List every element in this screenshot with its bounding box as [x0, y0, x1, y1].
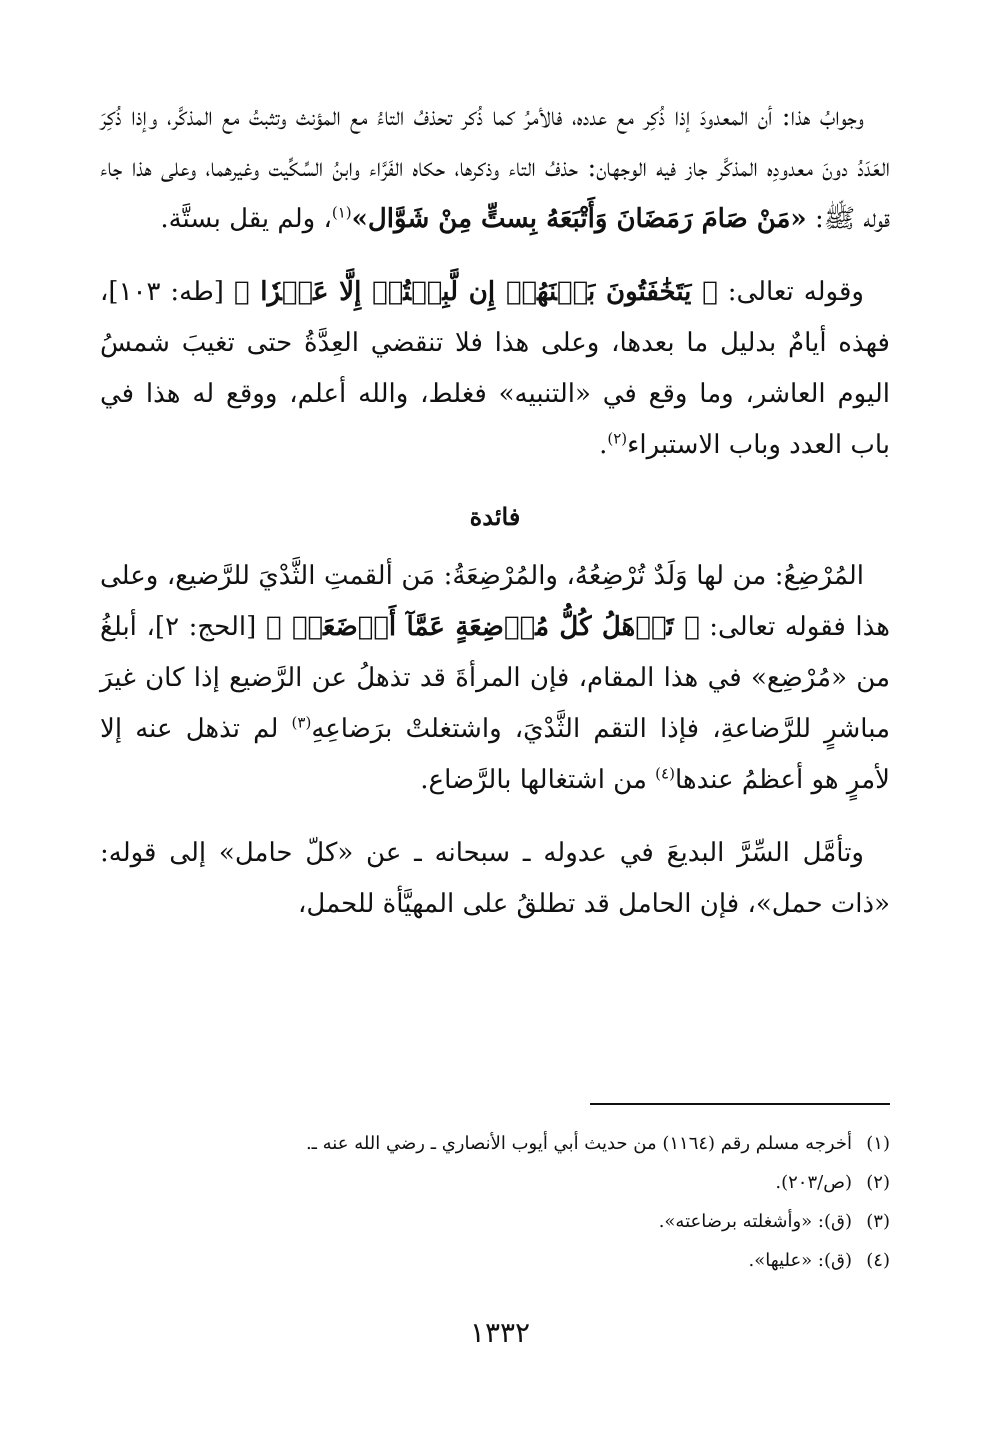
paragraph-text: من اشتغالها بالرَّضاع.	[420, 765, 656, 795]
paragraph-text: وقوله تعالى:	[717, 277, 864, 307]
paragraph-text: ، فهذه أيامٌ بدليل ما بعدها، وعلى هذا فلا تنقضي العِدَّةُ حتى تغيبَ شمسُ اليوم العاشر، وما وقع في «التنبيه» فغلط، والله أعلم، ووقع له هذا في باب العدد وباب الاستبراء	[100, 277, 890, 460]
page-body	[100, 92, 890, 930]
paragraph-answer	[100, 92, 890, 245]
paragraph-text: وجوابُ هذا: أن المعدودَ إذا ذُكِر مع عدده، فالأمرُ كما ذُكر تحذفُ التاءُ مع المؤنث وتثبتُ مع المذكَّر، وإذا ذُكِرَ العَدَدُ دونَ معدودِه المذكَّر جاز فيه الوجهان: حذفُ التاء وذكرها، حكاه الفَرَّاء وابنُ السِّكِّيت وغيرهما، وعلى هذا جاء قوله ﷺ:	[100, 102, 890, 234]
footnote-item	[100, 1241, 890, 1280]
footnote-number: (٣)	[866, 1211, 890, 1232]
paragraph-text: .	[599, 430, 608, 460]
verse-reference: [الحج: ٢]	[154, 612, 266, 642]
paragraph-murdi	[100, 551, 890, 806]
footnote-divider	[590, 1103, 890, 1105]
footnote-text: (ص/٢٠٣).	[775, 1172, 852, 1193]
paragraph-hamil	[100, 828, 890, 930]
footnote-number: (٤)	[866, 1250, 890, 1271]
footnote-ref-3: (٣)	[291, 713, 312, 732]
footnote-item	[100, 1163, 890, 1202]
paragraph-text: ، ولم يقل بستَّة.	[160, 204, 332, 234]
paragraph-text: ، أبلغُ من «مُرْضِع» في هذا المقام، فإن المرأةَ قد تذهلُ عن الرَّضيع إذا كان غيرَ مباشرٍ للرَّضاعةِ، فإذا التقم الثَّدْيَ، واشتغلتْ برَضاعِهِ	[100, 612, 890, 744]
paragraph-quran-taha	[100, 267, 890, 471]
footnote-number: (٢)	[866, 1172, 890, 1193]
footnote-item	[100, 1202, 890, 1241]
footnote-ref-2: (٢)	[607, 429, 628, 448]
page-number: ١٣٣٢	[469, 1316, 531, 1349]
footnote-text: أخرجه مسلم رقم (١١٦٤) من حديث أبي أيوب الأنصاري ـ رضي الله عنه ـ.	[305, 1133, 852, 1154]
footnote-ref-1: (١)	[331, 203, 352, 222]
footnote-text: (ق): «عليها».	[748, 1250, 852, 1271]
footnote-text: (ق): «وأشغلته برضاعته».	[658, 1211, 852, 1232]
footnotes	[100, 1124, 890, 1280]
footnote-item	[100, 1124, 890, 1163]
quran-verse: ﴿ تَذۡهَلُ كُلُّ مُرۡضِعَةٍ عَمَّآ أَرۡضَعَتۡ ﴾	[265, 612, 700, 642]
footnote-number: (١)	[866, 1133, 890, 1154]
quran-verse: ﴿ يَتَخَٰفَتُونَ بَيۡنَهُمۡ إِن لَّبِثۡتُمۡ إِلَّا عَشۡرٗا ﴾	[233, 277, 718, 307]
verse-reference: [طه: ١٠٣]	[108, 277, 234, 307]
paragraph-text: وتأمَّل السِّرَّ البديعَ في عدوله ـ سبحانه ـ عن «كلّ حامل» إلى قوله: «ذات حمل»، فإن الحامل قد تطلقُ على المهيَّأة للحمل،	[100, 838, 890, 919]
section-title: فائدة	[469, 502, 521, 531]
paragraph-text: المُرْضِعُ: من لها وَلَدٌ تُرْضِعُهُ، والمُرْضِعَةُ: مَن ألقمتِ الثَّدْيَ للرَّضيع، وعلى هذا فقوله تعالى:	[100, 561, 890, 642]
footnote-ref-4: (٤)	[655, 764, 675, 783]
hadith-quote: «مَنْ صَامَ رَمَضَانَ وَأَتْبَعَهُ بِستٍّ مِنْ شَوَّال»	[351, 204, 807, 234]
paragraph-text: لم تذهل عنه إلا لأمرٍ هو أعظمُ عندها	[100, 714, 890, 795]
